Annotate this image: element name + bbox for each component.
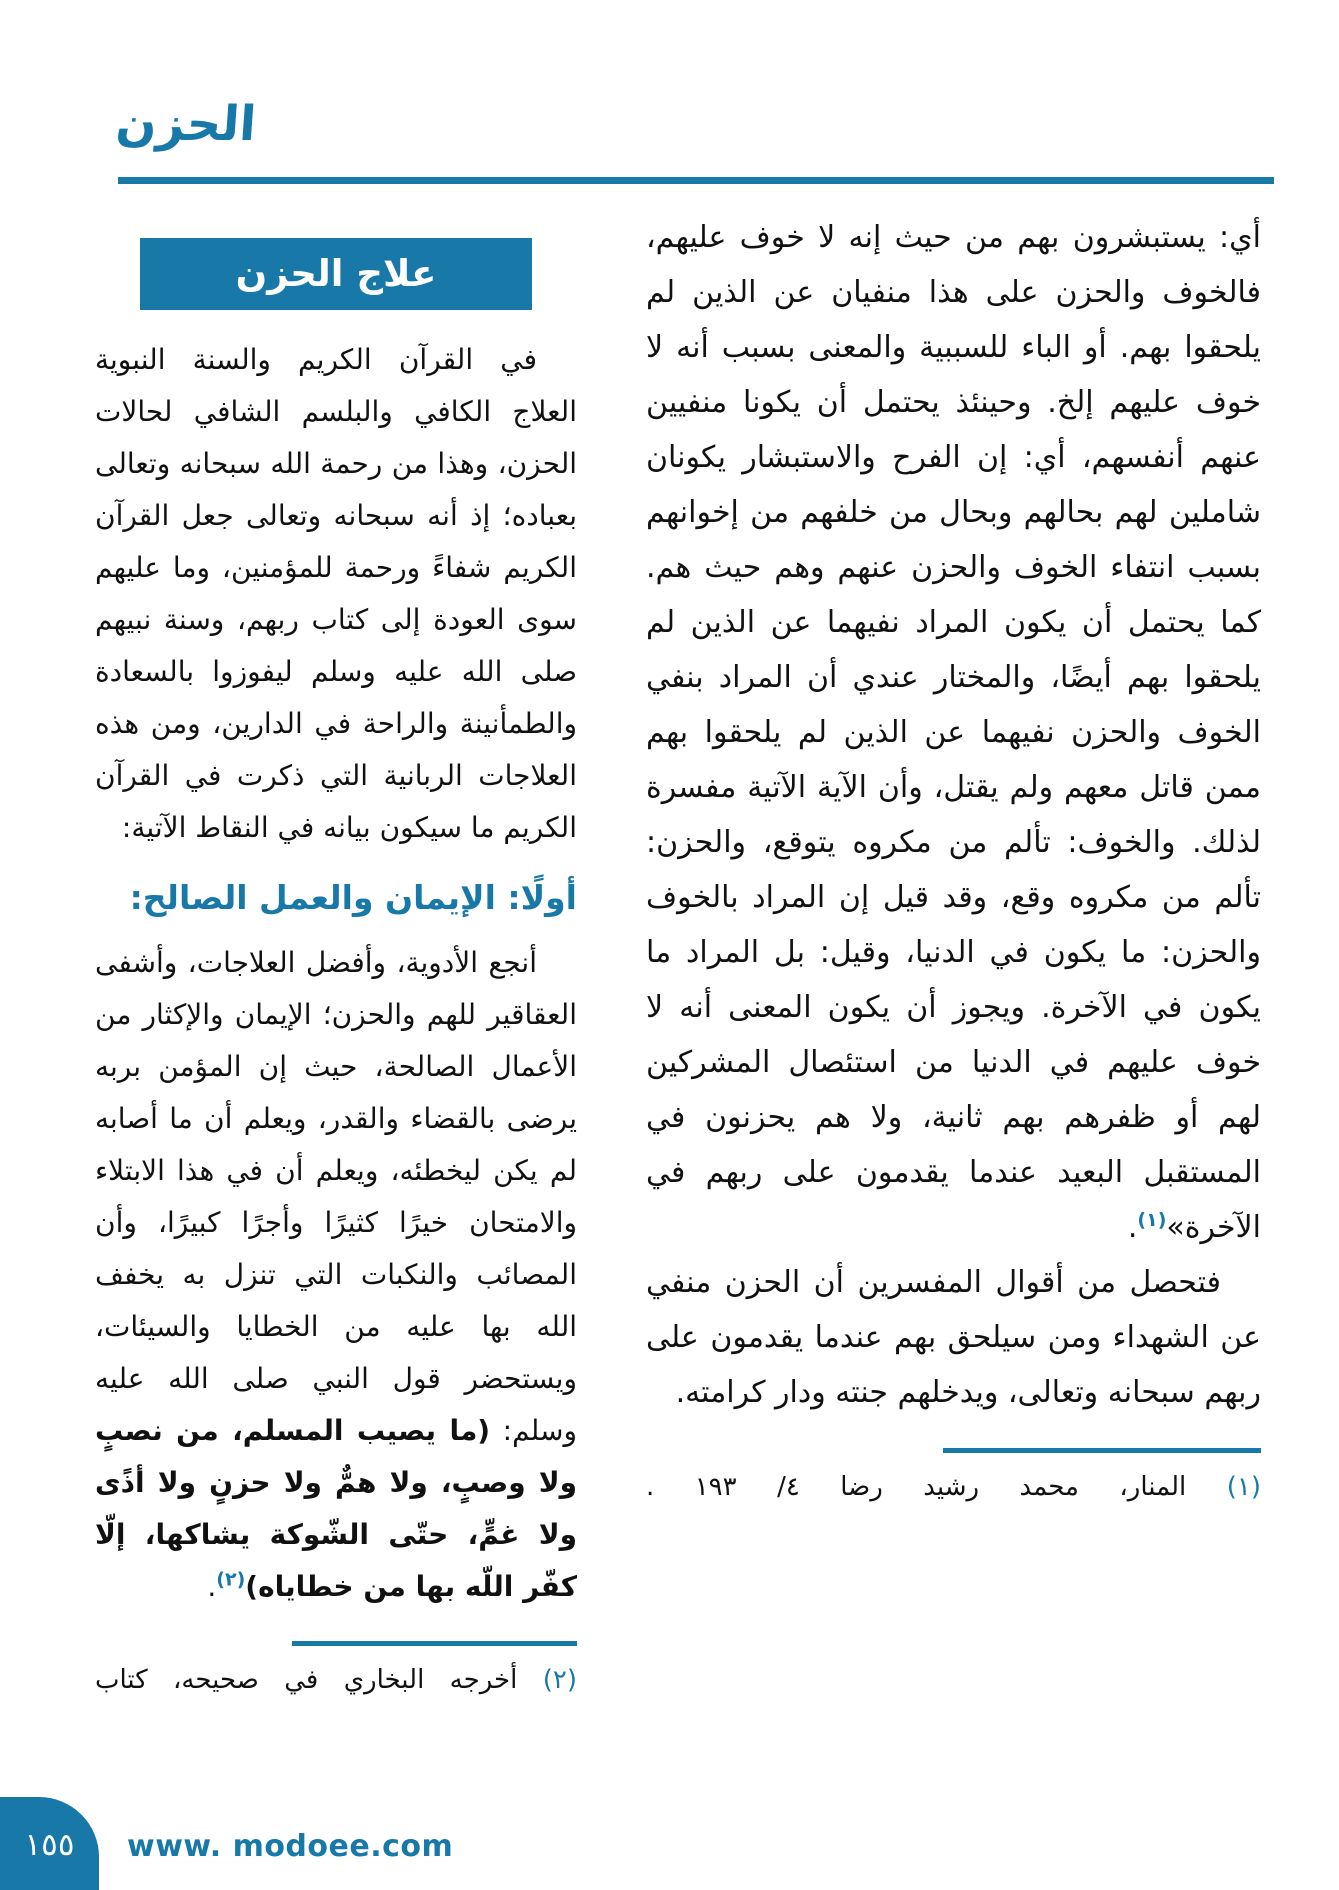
section-title: علاج الحزن: [235, 252, 437, 295]
paragraph-text: أي: يستبشرون بهم من حيث إنه لا خوف عليهم، فالخوف والحزن على هذا منفيان عن الذين لم يلحقوا بهم. أو الباء للسببية والمعنى بسبب أنه لا خوف عليهم إلخ. وحينئذ يحتمل أن يكونا منفيين عنهم أنفسهم، أي: إن الفرح والاستبشار يكونان شاملين لهم بحالهم وبحال من خلفهم من إخوانهم بسبب انتفاء الخوف والحزن عنهم وهم حيث هم. كما يحتمل أن يكون المراد نفيهما عن الذين لم يلحقوا بهم أيضًا، والمختار عندي أن المراد بنفي الخوف والحزن نفيهما عن الذين لم يلحقوا بهم ممن قاتل معهم ولم يقتل، وأن الآية الآتية مفسرة لذلك. والخوف: تألم من مكروه يتوقع، والحزن: تألم من مكروه وقع، وقد قيل إن المراد بالخوف والحزن: ما يكون في الدنيا، وقيل: بل المراد ما يكون في الآخرة. ويجوز أن يكون المعنى أنه لا خوف عليهم في الدنيا من استئصال المشركين لهم أو ظفرهم بهم ثانية، ولا هم يحزنون في المستقبل البعيد عندما يقدمون على ربهم في الآخرة»: [646, 220, 1261, 1245]
paragraph-summary: [646, 1255, 1261, 1420]
paragraph-text: أنجع الأدوية، وأفضل العلاجات، وأشفى العقاقير للهم والحزن؛ الإيمان والإكثار من الأعمال الصالحة، حيث إن المؤمن بربه يرضى بالقضاء والقدر، ويعلم أن ما أصابه لم يكن ليخطئه، ويعلم أن في هذا الابتلاء والامتحان خيرًا كثيرًا وأجرًا كبيرًا، وأن المصائب والنكبات التي تنزل به يخفف الله بها عليه من الخطايا والسيئات، ويستحضر قول النبي صلى الله عليه وسلم:: [95, 946, 577, 1447]
page-header-title: الحزن: [114, 96, 258, 152]
paragraph-intro: [95, 334, 577, 854]
footnote-marker-2: (٢): [216, 1568, 246, 1591]
paragraph-remedy: [95, 937, 577, 1613]
footnote-block-left: [95, 1641, 577, 1700]
paragraph-text: في القرآن الكريم والسنة النبوية العلاج الكافي والبلسم الشافي لحالات الحزن، وهذا من رحمة الله سبحانه وتعالى بعباده؛ إذ أنه سبحانه وتعالى جعل القرآن الكريم شفاءً ورحمة للمؤمنين، وما عليهم سوى العودة إلى كتاب ربهم، وسنة نبيهم صلى الله عليه وسلم ليفوزوا بالسعادة والطمأنينة والراحة في الدارين، ومن هذه العلاجات الربانية التي ذكرت في القرآن الكريم ما سيكون بيانه في النقاط الآتية:: [95, 343, 577, 844]
section-subheading: أولًا: الإيمان والعمل الصالح:: [129, 878, 577, 917]
footnote-separator: [292, 1641, 577, 1646]
column-left: [95, 238, 577, 1700]
paragraph-continuation: [646, 210, 1261, 1255]
paragraph-text: فتحصل من أقوال المفسرين أن الحزن منفي عن الشهداء ومن سيلحق بهم عندما يقدمون على ربهم سبحانه وتعالى، ويدخلهم جنته ودار كرامته.: [646, 1265, 1261, 1410]
footnote-text: أخرجه البخاري في صحيحه، كتاب: [95, 1665, 518, 1695]
footnote-separator: [943, 1448, 1261, 1453]
footnote: [95, 1660, 577, 1700]
footnote: [646, 1467, 1261, 1507]
website-link[interactable]: www. modoee.com: [127, 1829, 454, 1864]
footnote-text: المنار، محمد رشيد رضا ٤/ ١٩٣ .: [646, 1472, 1187, 1502]
paragraph-period: .: [207, 1570, 217, 1603]
hadith-text: (ما يصيب المسلم، من نصبٍ ولا وصبٍ، ولا همٌّ ولا حزنٍ ولا أذًى ولا غمٍّ، حتّى الشّوكة يشاكها، إلّا كفّر اللّه بها من خطاياه): [95, 1414, 577, 1603]
footnote-number: (٢): [542, 1665, 578, 1695]
page-number-tab: [0, 1797, 99, 1890]
page-number: ١٥٥: [24, 1827, 75, 1863]
footnote-block-right: [646, 1448, 1261, 1507]
footnote-marker-1: (١): [1137, 1209, 1167, 1231]
header-rule: [118, 177, 1274, 184]
paragraph-period: .: [1127, 1210, 1138, 1245]
section-title-box: [140, 238, 532, 310]
footnote-number: (١): [1226, 1472, 1262, 1502]
column-right: [646, 210, 1261, 1507]
